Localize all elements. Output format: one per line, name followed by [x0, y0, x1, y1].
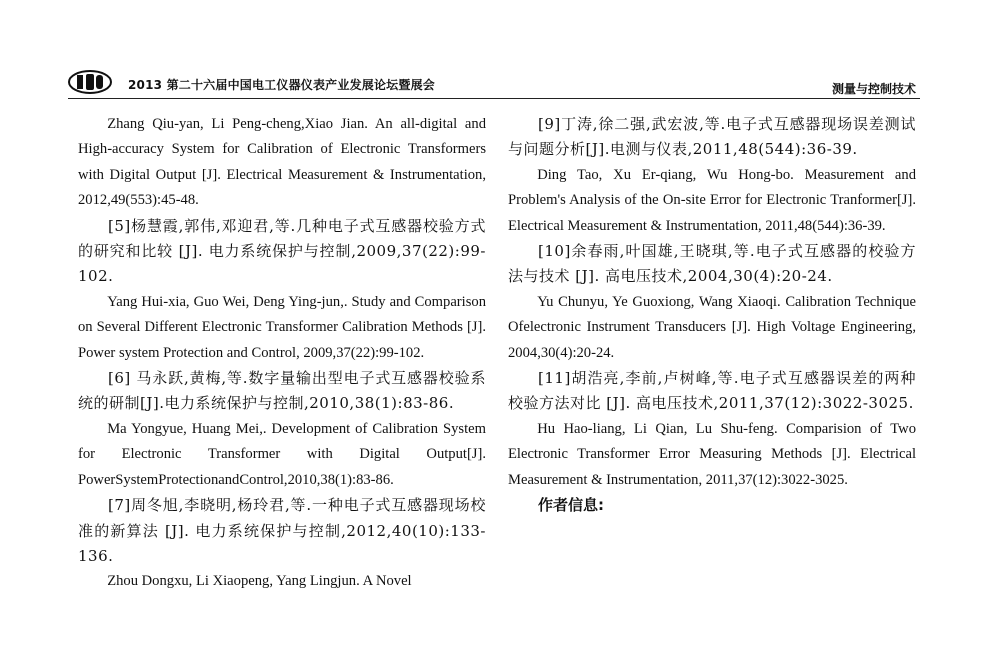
reference-entry: Yu Chunyu, Ye Guoxiong, Wang Xiaoqi. Calibration Technique Ofelectronic Instrument Transducers [J]. High Voltage Engineering, 2004,30(4):20-24. [508, 293, 916, 361]
reference-entry: Zhou Dongxu, Li Xiaopeng, Yang Lingjun. A Novel [107, 573, 412, 590]
reference-entry: [9]丁涛,徐二强,武宏波,等.电子式互感器现场误差测试与问题分析[J].电测与仪表,2011,48(544):36-39. [508, 115, 916, 159]
reference-entry: [7]周冬旭,李晓明,杨玲君,等.一种电子式互感器现场校准的新算法 [J]. 电力系统保护与控制,2012,40(10):133-136. [78, 496, 486, 565]
reference-entry: Zhang Qiu-yan, Li Peng-cheng,Xiao Jian. An all-digital and High-accuracy System for Calibration of Electronic Transformers with Digital Output [J]. Electrical Measurement & Instrumentation, 2012,49(553):45-48. [78, 116, 486, 209]
reference-entry: [11]胡浩亮,李前,卢树峰,等.电子式互感器误差的两种校验方法对比 [J]. 高电压技术,2011,37(12):3022-3025. [508, 369, 916, 413]
reference-entry: Ma Yongyue, Huang Mei,. Development of Calibration System for Electronic Transformer with Digital Output[J]. PowerSystemProtectionandControl,2010,38(1):83-86. [78, 420, 486, 488]
reference-entry: [10]余春雨,叶国雄,王晓琪,等.电子式互感器的校验方法与技术 [J]. 高电压技术,2004,30(4):20-24. [508, 242, 916, 286]
author-info-heading: 作者信息: [538, 496, 604, 515]
section-title: 测量与控制技术 [831, 82, 916, 96]
conference-title: 2013 第二十六届中国电工仪器仪表产业发展论坛暨展会 [128, 78, 435, 92]
reference-entry: [5]杨慧霞,郭伟,邓迎君,等.几种电子式互感器校验方式的研究和比较 [J]. 电力系统保护与控制,2009,37(22):99-102. [78, 216, 486, 286]
conference-logo [68, 70, 112, 94]
reference-entry: [6] 马永跃,黄梅,等.数字量输出型电子式互感器校验系统的研制[J].电力系统保护与控制,2010,38(1):83-86. [78, 369, 486, 413]
reference-entry: Yang Hui-xia, Guo Wei, Deng Ying-jun,. Study and Comparison on Several Different Electronic Transformer Calibration Methods [J]. Power system Protection and Control, 2009,37(22):99-102. [78, 293, 486, 361]
left-column [78, 112, 486, 595]
page-header [68, 68, 920, 99]
reference-entry: Ding Tao, Xu Er-qiang, Wu Hong-bo. Measurement and Problem's Analysis of the On-site Error for Electronic Tranformer[J]. Electrical Measurement & Instrumentation, 2011,48(544):36-39. [508, 166, 916, 234]
right-column [508, 112, 916, 519]
reference-entry: Hu Hao-liang, Li Qian, Lu Shu-feng. Comparision of Two Electronic Transformer Error Measuring Methods [J]. Electrical Measurement & Instrumentation, 2011,37(12):3022-3025. [508, 420, 916, 488]
